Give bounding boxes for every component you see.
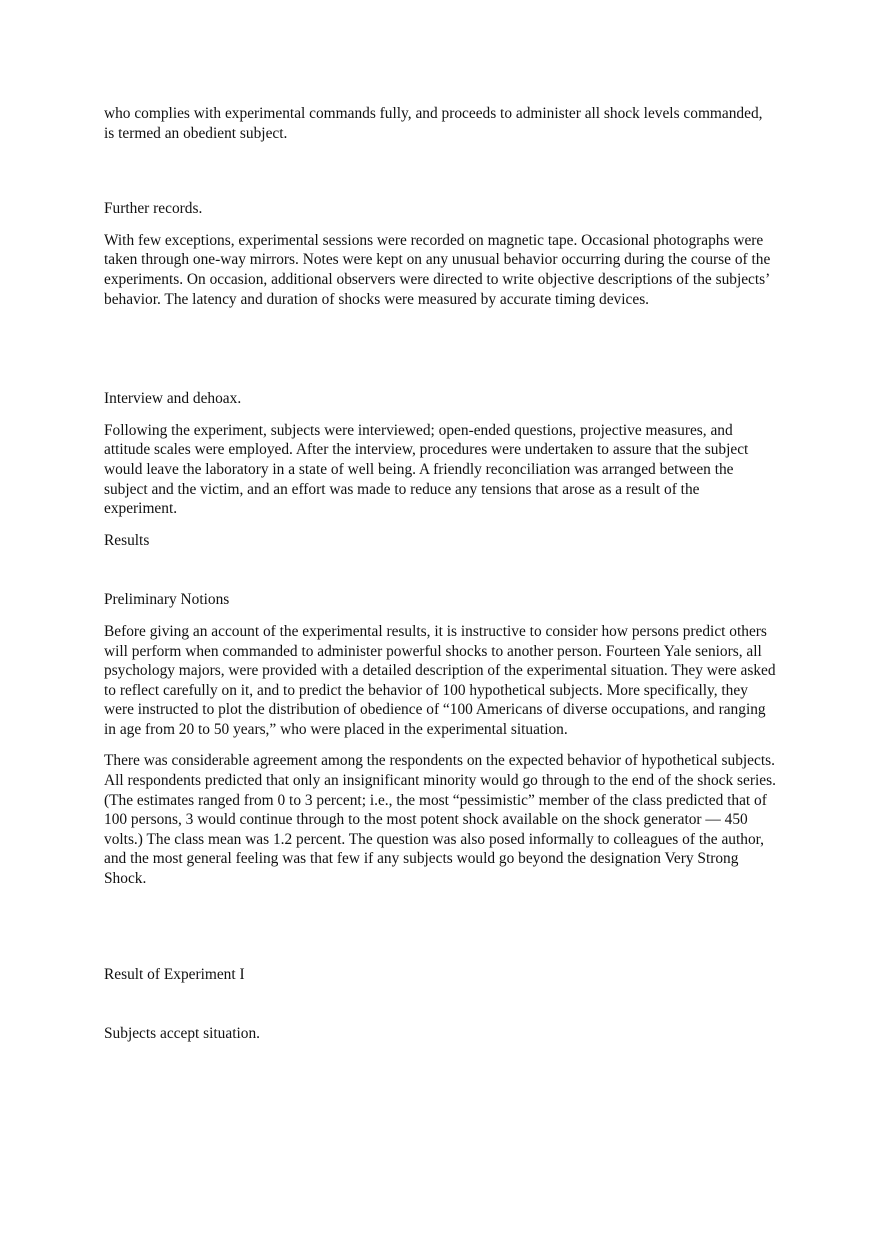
further-records-paragraph: With few exceptions, experimental sessions were recorded on magnetic tape. Occasional photographs were taken through one-way mirrors. Notes were kept on any unusual behavior occurring during the course of the experiments. On occasion, additional observers were directed to write objective descriptions of the subjects’ behavior. The latency and duration of shocks were measured by accurate timing devices. — [104, 231, 771, 308]
preliminary-paragraph-2: There was considerable agreement among the respondents on the expected behavior of hypothetical subjects. All respondents predicted that only an insignificant minority would go through to the end of the shock series. (The estimates ranged from 0 to 3 percent; i.e., the most “pessimistic” member of the class predicted that of 100 persons, 3 would continue through to the most potent shock available on the shock generator — 450 volts.) The class mean was 1.2 percent. The question was also posed informally to colleagues of the author, and the most general feeling was that few if any subjects would go beyond the designation Very Strong Shock. — [104, 752, 776, 888]
interview-paragraph: Following the experiment, subjects were interviewed; open-ended questions, projective measures, and attitude scales were employed. After the interview, procedures were undertaken to assure that the subject would leave the laboratory in a state of well being. A friendly reconciliation was arranged between the subject and the victim, and an effort was made to reduce any tensions that arose as a result of the experiment. — [104, 421, 749, 518]
result-experiment-1-heading: Result of Experiment I — [104, 965, 245, 983]
results-heading: Results — [104, 531, 150, 549]
subjects-accept-heading: Subjects accept situation. — [104, 1025, 261, 1043]
further-records-heading: Further records. — [104, 200, 203, 218]
preliminary-notions-heading: Preliminary Notions — [104, 591, 230, 609]
preliminary-paragraph-1: Before giving an account of the experimental results, it is instructive to consider how persons predict others will perform when commanded to administer powerful shocks to another person. Fourteen Yale seniors, all psychology majors, were provided with a detailed description of the experimental situation. They were asked to reflect carefully on it, and to predict the behavior of 100 hypothetical subjects. More specifically, they were instructed to plot the distribution of obedience of “100 Americans of diverse occupations, and ranging in age from 20 to 50 years,” who were placed in the experimental situation. — [104, 622, 776, 738]
interview-heading: Interview and dehoax. — [104, 390, 242, 408]
document-page — [104, 104, 776, 1044]
intro-paragraph: who complies with experimental commands fully, and proceeds to administer all shock levels commanded, is termed an obedient subject. — [104, 105, 763, 142]
